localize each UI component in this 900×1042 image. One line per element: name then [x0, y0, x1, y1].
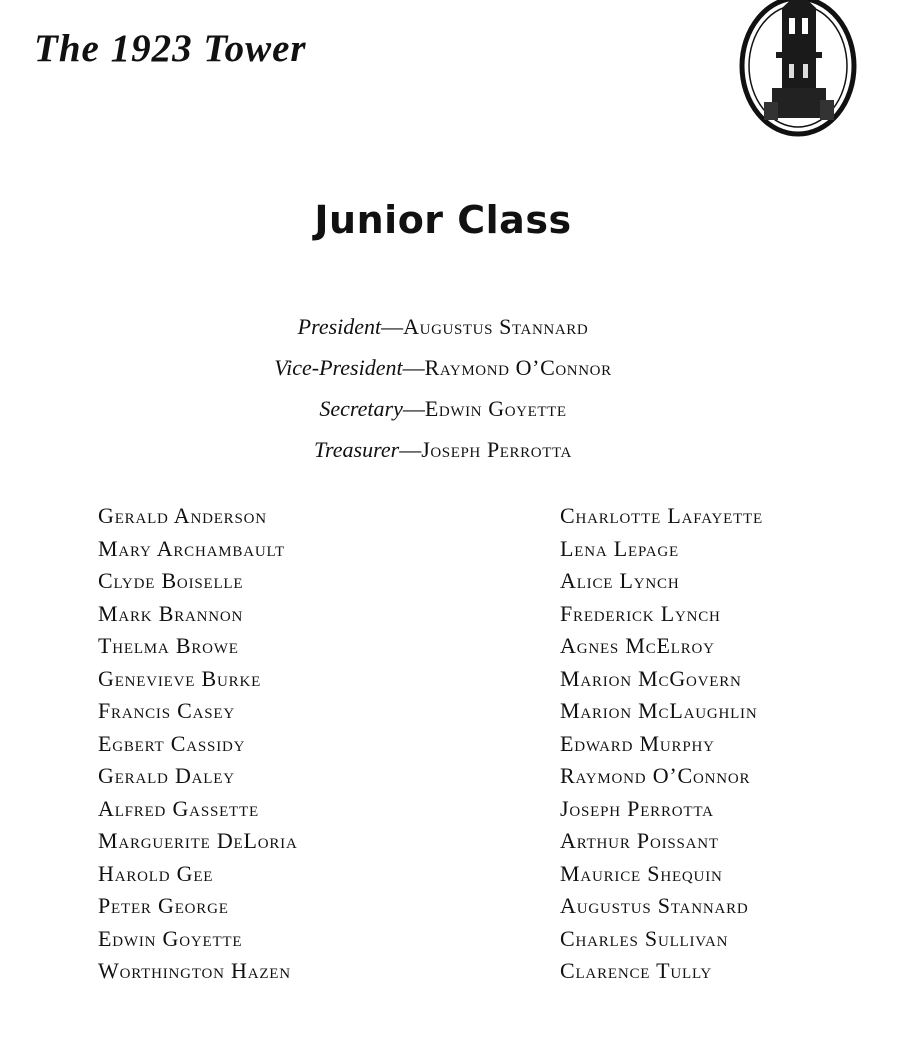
member-roster-left: [98, 500, 298, 988]
list-item: Joseph Perrotta: [560, 795, 714, 821]
list-item: Gerald Anderson: [98, 503, 267, 528]
list-item: Agnes McElroy: [560, 633, 715, 658]
officer-name: Joseph Perrotta: [421, 437, 572, 462]
member-roster-right: [560, 500, 763, 988]
list-item: Frederick Lynch: [560, 600, 721, 626]
list-item: Marion McLaughlin: [560, 698, 758, 723]
officer-role: Vice-President: [274, 355, 403, 380]
officer-name: Augustus Stannard: [403, 314, 589, 339]
officers-list: [0, 309, 886, 473]
officer-role: Treasurer: [314, 437, 400, 462]
officer-vice-president: Vice-President—Raymond O’Connor: [274, 355, 612, 380]
list-item: Clyde Boiselle: [98, 568, 244, 593]
list-item: Edwin Goyette: [98, 925, 243, 951]
list-item: Arthur Poissant: [560, 828, 719, 853]
officer-secretary: Secretary—Edwin Goyette: [319, 396, 567, 421]
list-item: Peter George: [98, 893, 229, 918]
officer-role: President: [297, 314, 382, 339]
officer-treasurer: Treasurer—Joseph Perrotta: [314, 437, 572, 462]
list-item: Maurice Shequin: [560, 860, 723, 886]
list-item: Marguerite DeLoria: [98, 828, 298, 853]
list-item: Harold Gee: [98, 860, 214, 886]
officer-president: President—Augustus Stannard: [297, 314, 589, 339]
list-item: Alice Lynch: [560, 568, 680, 593]
list-item: Marion McGovern: [560, 665, 742, 691]
list-item: Charles Sullivan: [560, 925, 729, 951]
page-header-title: The 1923 Tower: [34, 27, 307, 70]
list-item: Egbert Cassidy: [98, 730, 246, 756]
list-item: Charlotte Lafayette: [560, 503, 763, 528]
list-item: Clarence Tully: [560, 958, 713, 983]
list-item: Genevieve Burke: [98, 665, 262, 691]
list-item: Lena Lepage: [560, 535, 679, 561]
page-heading: Junior Class: [314, 198, 572, 242]
officer-role: Secretary: [319, 396, 403, 421]
officer-name: Edwin Goyette: [424, 396, 567, 421]
list-item: Francis Casey: [98, 698, 235, 723]
officer-name: Raymond O’Connor: [424, 355, 612, 380]
list-item: Augustus Stannard: [560, 893, 749, 918]
list-item: Gerald Daley: [98, 763, 235, 788]
list-item: Thelma Browe: [98, 633, 239, 658]
list-item: Alfred Gassette: [98, 795, 259, 821]
list-item: Worthington Hazen: [98, 958, 291, 983]
list-item: Mary Archambault: [98, 535, 286, 561]
list-item: Raymond O’Connor: [560, 763, 751, 788]
list-item: Mark Brannon: [98, 600, 244, 626]
tower-emblem-icon: [736, 0, 860, 140]
list-item: Edward Murphy: [560, 730, 715, 756]
